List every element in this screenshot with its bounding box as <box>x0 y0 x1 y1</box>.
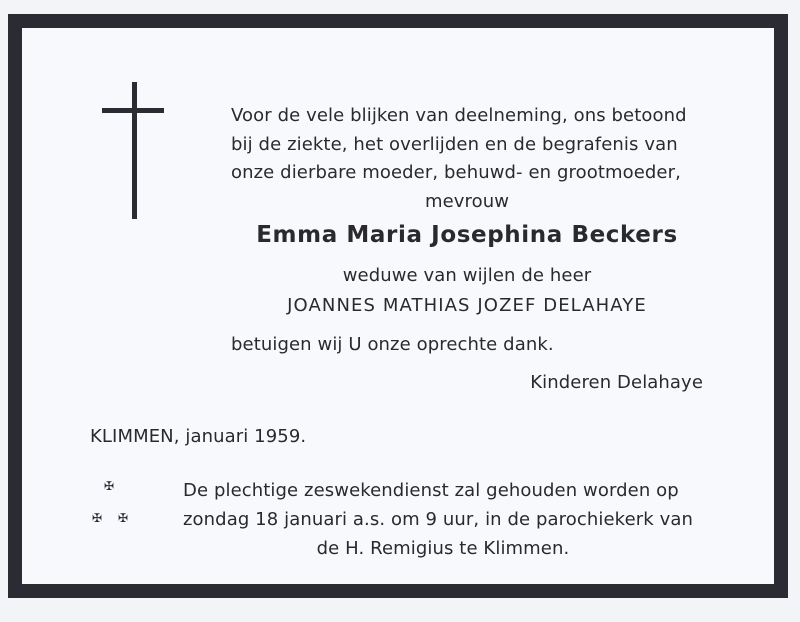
place-date: KLIMMEN, januari 1959. <box>90 426 307 447</box>
service-line-1: De plechtige zeswekendienst zal gehouden worden op <box>183 480 679 501</box>
intro-line-3: onze dierbare moeder, behuwd- en grootmoeder, <box>231 162 681 183</box>
memorial-card <box>8 14 788 598</box>
title-mevrouw: mevrouw <box>424 191 510 212</box>
cross-pattee-icon: ✠ <box>104 479 115 493</box>
signature: Kinderen Delahaye <box>530 372 703 393</box>
cross-pattee-icon: ✠ <box>118 511 129 525</box>
cross-pattee-icon: ✠ <box>92 511 103 525</box>
cross-vertical-bar <box>132 82 137 219</box>
thanks-line: betuigen wij U onze oprechte dank. <box>231 334 554 355</box>
husband-name: JOANNES MATHIAS JOZEF DELAHAYE <box>287 295 647 316</box>
service-line-3: de H. Remigius te Klimmen. <box>316 538 570 559</box>
service-line-2: zondag 18 januari a.s. om 9 uur, in de parochiekerk van <box>183 509 693 530</box>
intro-line-1: Voor de vele blijken van deelneming, ons betoond <box>231 105 687 126</box>
cross-horizontal-bar <box>102 108 164 113</box>
deceased-name: Emma Maria Josephina Beckers <box>256 222 678 248</box>
widow-of-line: weduwe van wijlen de heer <box>342 265 592 286</box>
intro-line-2: bij de ziekte, het overlijden en de begrafenis van <box>231 134 678 155</box>
